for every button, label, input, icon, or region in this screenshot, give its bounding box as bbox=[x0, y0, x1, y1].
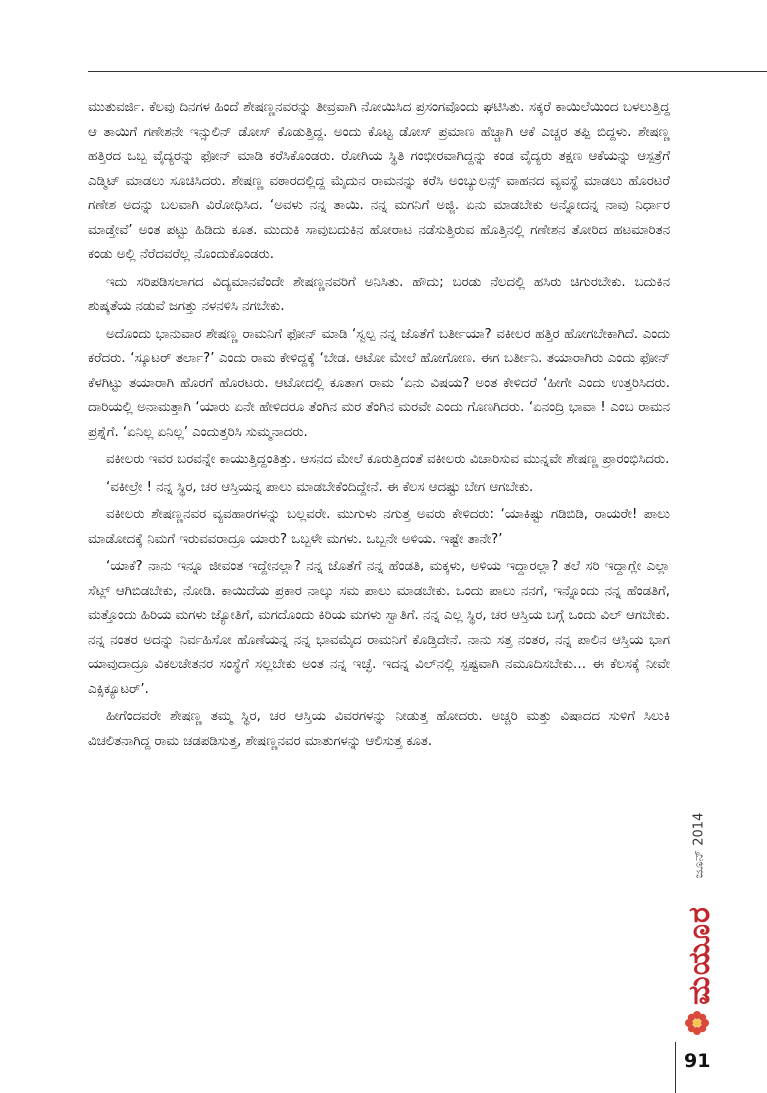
top-rule bbox=[88, 71, 767, 72]
paragraph-4: ವಕೀಲರು ಇವರ ಬರವನ್ನೇ ಕಾಯುತ್ತಿದ್ದಂತಿತ್ತು. ಆಸನದ ಮೇಲೆ ಕೂರುತ್ತಿದಂತೆ ವಕೀಲರು ವಿಚಾರಿಸುವ ಮುನ್ನವೇ ಶೇಷಣ್ಣ ಪ್ರಾರಂಭಿಸಿದರು. bbox=[106, 452, 670, 467]
paragraph-5: ‘ವಕೀಲ್ರೇ ! ನನ್ನ ಸ್ಥಿರ, ಚರ ಆಸ್ತಿಯನ್ನ ಪಾಲು ಮಾಡಬೇಕೆಂದಿದ್ದೇನೆ. ಈ ಕೆಲಸ ಆದಷ್ಟು ಬೇಗ ಆಗಬೇಕು. bbox=[106, 479, 534, 495]
page-number: 91 bbox=[684, 1050, 711, 1072]
page-number-divider bbox=[675, 1042, 676, 1093]
paragraph-7: ‘ಯಾಕೆ? ನಾನು ಇನ್ನೂ ಜೀವಂತ ಇದ್ದೇನಲ್ಲಾ? ನನ್ನ ಜೊತೆಗೆ ನನ್ನ ಹೆಂಡತಿ, ಮಕ್ಕಳು, ಅಳಿಯ ಇದ್ದಾರಲ್ಲಾ? ತಲೆ ಸರಿ ಇದ್ದಾಗ್ಲೇ ಎಲ್ಲಾ ಸೆಟ್ಲ್ ಆಗಿಬಿಡಬೇಕು, ನೋಡಿ. ಕಾಯಿದೆಯ ಪ್ರಕಾರ ನಾಲ್ಕು ಸಮ ಪಾಲು ಮಾಡಬೇಕು. ಒಂದು ಪಾಲು ನನಗೆ, ಇನ್ನೊಂದು ನನ್ನ ಹೆಂಡತಿಗೆ, ಮತ್ತೊಂದು ಹಿರಿಯ ಮಗಳು ಜ್ಯೋತಿಗೆ, ಮಗದೊಂದು ಕಿರಿಯ ಮಗಳು ಸ್ವಾತಿಗೆ. ನನ್ನ ಎಲ್ಲ ಸ್ಥಿರ, ಚರ ಆಸ್ತಿಯ ಬಗ್ಗೆ ಒಂದು ವಿಲ್ ಆಗಬೇಕು. ನನ್ನ ನಂತರ ಅದನ್ನು ನಿರ್ವಹಿಸೋ ಹೊಣೆಯನ್ನ ನನ್ನ ಭಾವಮೈದ ರಾಮನಿಗೆ ಕೊಡ್ತಿದೇನೆ. ನಾನು ಸತ್ತ ನಂತರ, ನನ್ನ ಪಾಲಿನ ಆಸ್ತಿಯ ಭಾಗ ಯಾವುದಾದ್ರೂ ವಿಕಲಚೇತನರ ಸಂಸ್ಥೆಗೆ ಸಲ್ಲಬೇಕು ಅಂತ ನನ್ನ ಇಚ್ಛೆ. ಇದನ್ನ ವಿಲ್‌ನಲ್ಲಿ ಸ್ಪಷ್ಟವಾಗಿ ನಮೂದಿಸಬೇಕು… ಈ ಕೆಲಸಕ್ಕೆ ನೀವೇ ಎಕ್ಸಿಕ್ಯೂಟರ್’. bbox=[88, 559, 670, 697]
paragraph-8: ಹೀಗೆಂದವರೇ ಶೇಷಣ್ಣ ತಮ್ಮ ಸ್ಥಿರ, ಚರ ಆಸ್ತಿಯ ವಿವರಗಳನ್ನು ನೀಡುತ್ತ ಹೋದರು. ಅಚ್ಚರಿ ಮತ್ತು ವಿಷಾದದ ಸುಳಿಗೆ ಸಿಲುಕಿ ವಿಚಲಿತನಾಗಿದ್ದ ರಾಮ ಚಡಪಡಿಸುತ್ತ, ಶೇಷಣ್ಣನವರ ಮಾತುಗಳನ್ನು ಆಲಿಸುತ್ತ ಕೂತ. bbox=[88, 709, 670, 749]
paragraph-3: ಅದೊಂದು ಭಾನುವಾರ ಶೇಷಣ್ಣ ರಾಮನಿಗೆ ಫೋನ್ ಮಾಡಿ ‘ಸ್ವಲ್ಪ ನನ್ನ ಜೊತೆಗೆ ಬರ್ತೀಯಾ? ವಕೀಲರ ಹತ್ತಿರ ಹೋಗಬೇಕಾಗಿದೆ. ಎಂದು ಕರೆದರು. ‘ಸ್ಕೂಟರ್ ತರ್ಲಾ?’ ಎಂದು ರಾಮ ಕೇಳಿದ್ದಕ್ಕೆ ‘ಬೇಡ. ಆಟೋ ಮೇಲೆ ಹೋಗೋಣ. ಈಗ ಬರ್ತೀನಿ. ತಯಾರಾಗಿರು ಎಂದು ಫೋನ್ ಕೆಳಗಿಟ್ಟು ತಯಾರಾಗಿ ಹೊರಗೆ ಹೊರಟರು. ಆಟೋದಲ್ಲಿ ಕೂತಾಗ ರಾಮ ‘ಏನು ವಿಷಯ? ಅಂತ ಕೇಳಿದರೆ ‘ಹೀಗೇ ಎಂದು ಉತ್ತರಿಸಿದರು. ದಾರಿಯಲ್ಲಿ ಅನಾಮತ್ತಾಗಿ ‘ಯಾರು ಏನೇ ಹೇಳಿದರೂ ತೆಂಗಿನ ಮರ ತೆಂಗಿನ ಮರವೇ ಎಂದು ಗೊಣಗಿದರು. ‘ಏನಂದ್ರಿ ಭಾವಾ ! ಎಂಬ ರಾಮನ ಪ್ರಶ್ನೆಗೆ. ‘ಏನಿಲ್ಲ ಏನಿಲ್ಲ’ ಎಂದುತ್ತರಿಸಿ ಸುಮ್ಮನಾದರು. bbox=[88, 326, 670, 440]
paragraph-1: ಮುತುವರ್ಜಿ. ಕೆಲವು ದಿನಗಳ ಹಿಂದೆ ಶೇಷಣ್ಣನವರನ್ನು ತೀವ್ರವಾಗಿ ನೋಯಿಸಿದ ಪ್ರಸಂಗವೊಂದು ಘಟಿಸಿತು. ಸಕ್ಕರೆ ಕಾಯಿಲೆಯಿಂದ ಬಳಲುತ್ತಿದ್ದ ಆ ತಾಯಿಗೆ ಗಣೇಶನೇ ಇನ್ಸುಲಿನ್ ಡೋಸ್ ಕೊಡುತ್ತಿದ್ದ. ಅಂದು ಕೊಟ್ಟ ಡೋಸ್ ಪ್ರಮಾಣ ಹೆಚ್ಚಾಗಿ ಆಕೆ ಎಚ್ಚರ ತಪ್ಪಿ ಬಿದ್ದಳು. ಶೇಷಣ್ಣ ಹತ್ತಿರದ ಒಬ್ಬ ವೈದ್ಯರನ್ನು ಫೋನ್ ಮಾಡಿ ಕರೆಸಿಕೊಂಡರು. ರೋಗಿಯ ಸ್ಥಿತಿ ಗಂಭೀರವಾಗಿದ್ದನ್ನು ಕಂಡ ವೈದ್ಯರು ತಕ್ಷಣ ಆಕೆಯನ್ನು ಆಸ್ಪತ್ರೆಗೆ ಎಡ್ಮಿಟ್ ಮಾಡಲು ಸೂಚಿಸಿದರು. ಶೇಷಣ್ಣ ವಠಾರದಲ್ಲಿದ್ದ ಮೈದುನ ರಾಮನನ್ನು ಕರೆಸಿ ಅಂಬ್ಯುಲನ್ಸ್ ವಾಹನದ ವ್ಯವಸ್ಥೆ ಮಾಡಲು ಹೊರಟರೆ ಗಣೇಶ ಅದನ್ನು ಬಲವಾಗಿ ವಿರೋಧಿಸಿದ. ‘ಅವಳು ನನ್ನ ತಾಯಿ. ನನ್ನ ಮಗನಿಗೆ ಅಜ್ಜಿ. ಏನು ಮಾಡಬೇಕು ಅನ್ನೋದನ್ನ ನಾವು ನಿರ್ಧಾರ ಮಾಡ್ತೇವೆ’ ಅಂತ ಪಟ್ಟು ಹಿಡಿದು ಕೂತ. ಮುದುಕಿ ಸಾವುಬದುಕಿನ ಹೋರಾಟ ನಡೆಸುತ್ತಿರುವ ಹೊತ್ತಿನಲ್ಲಿ ಗಣೇಶನ ತೋರಿದ ಹಟಮಾರಿತನ ಕಂಡು ಅಲ್ಲಿ ನೆರೆದವರೆಲ್ಲ ನೊಂದುಕೊಂಡರು. bbox=[88, 100, 670, 262]
paragraph-6: ವಕೀಲರು ಶೇಷಣ್ಣನವರ ವ್ಯವಹಾರಗಳನ್ನು ಬಲ್ಲವರೇ. ಮುಗುಳು ನಗುತ್ತ ಅವರು ಕೇಳಿದರು: ‘ಯಾಕಿಷ್ಟು ಗಡಿಬಿಡಿ, ರಾಯರೇ! ಪಾಲು ಮಾಡೋದಕ್ಕೆ ನಿಮಗೆ ಇರುವವರಾದ್ರೂ ಯಾರು? ಒಬ್ಬಳೇ ಮಗಳು. ಒಬ್ಬನೇ ಅಳಿಯ. ಇಷ್ಟೇ ತಾನೇ?’ bbox=[88, 507, 670, 547]
paragraph-2: ಇದು ಸರಿಪಡಿಸಲಾಗದ ವಿದ್ಯಮಾನವೆಂದೇ ಶೇಷಣ್ಣನವರಿಗೆ ಅನಿಸಿತು. ಹೌದು; ಬರಡು ನೆಲದಲ್ಲಿ ಹಸಿರು ಚಿಗುರಬೇಕು. ಬದುಕಿನ ಶುಷ್ಕತೆಯ ನಡುವೆ ಜಗತ್ತು ನಳನಳಿಸಿ ನಗಬೇಕು. bbox=[88, 274, 670, 314]
article-body bbox=[88, 96, 670, 757]
magazine-name: ಮಯೂರ bbox=[681, 905, 717, 1005]
issue-date: ಜೂನ್ 2014 bbox=[691, 812, 707, 878]
flower-icon bbox=[684, 1010, 710, 1036]
issue-date-container bbox=[682, 790, 716, 900]
magazine-logo bbox=[676, 905, 722, 1005]
